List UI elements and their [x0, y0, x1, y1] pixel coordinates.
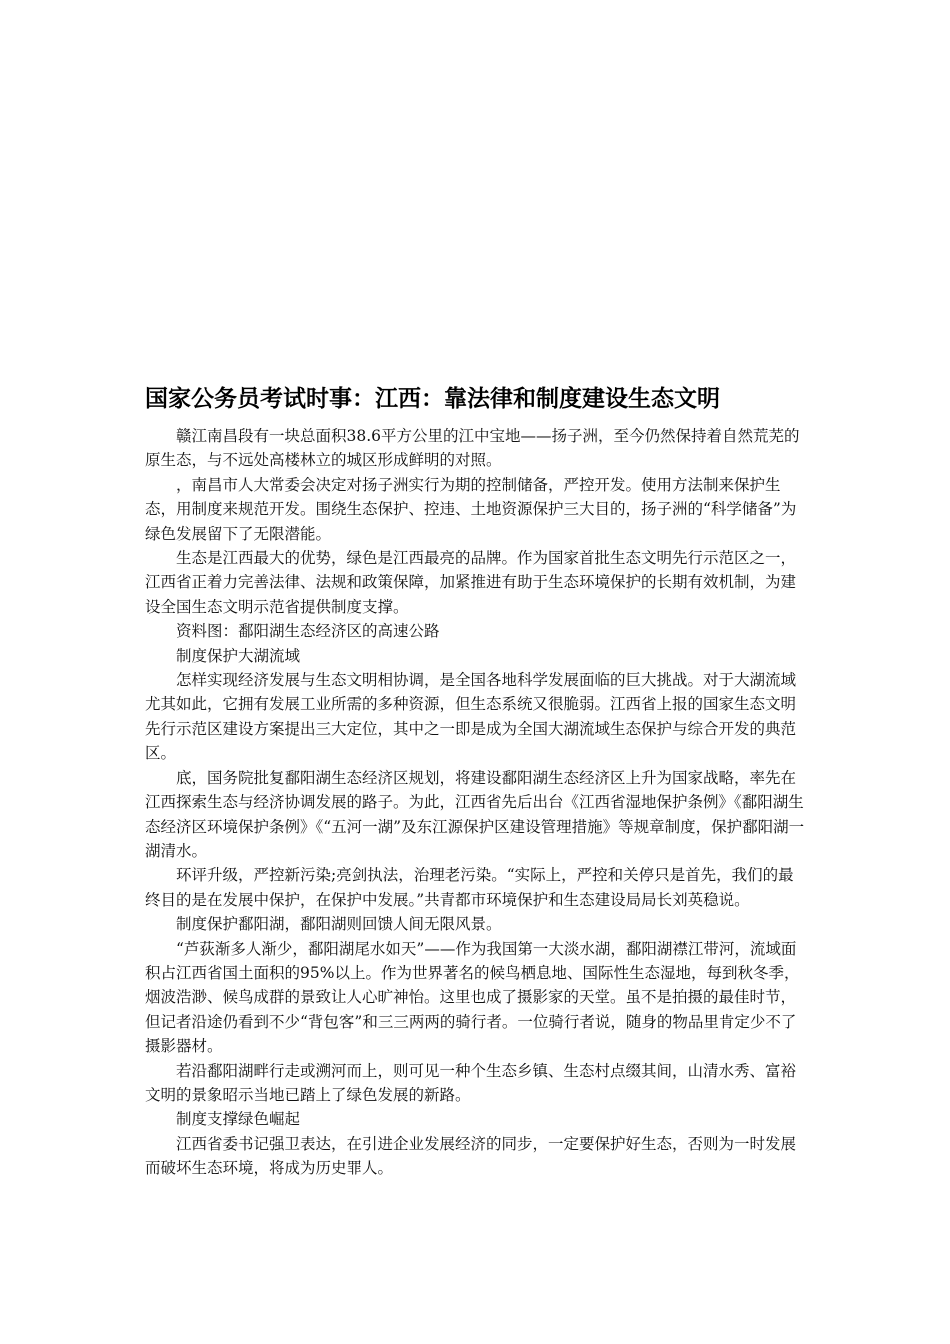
document-body	[145, 424, 807, 1181]
paragraph: 制度保护鄱阳湖，鄱阳湖则回馈人间无限风景。	[176, 915, 502, 934]
section-heading: 制度保护大湖流域	[176, 646, 301, 665]
paragraph: 赣江南昌段有一块总面积38.6平方公里的江中宝地——扬子洲，至今仍然保持着自然荒芜的原生态，与不远处高楼林立的城区形成鲜明的对照。	[145, 427, 800, 470]
paragraph: 环评升级，严控新污染;亮剑执法，治理老污染。“实际上，严控和关停只是首先，我们的最终目的是在发展中保护，在保护中发展。”共青都市环境保护和生态建设局局长刘英稳说。	[145, 866, 794, 909]
paragraph: 底，国务院批复鄱阳湖生态经济区规划，将建设鄱阳湖生态经济区上升为国家战略，率先在江西探索生态与经济协调发展的路子。为此，江西省先后出台《江西省湿地保护条例》《鄱阳湖生态经济区环境保护条例》《“五河一湖”及东江源保护区建设管理措施》等规章制度，保护鄱阳湖一湖清水。	[145, 768, 805, 860]
paragraph: “芦荻渐多人渐少，鄱阳湖尾水如天”——作为我国第一大淡水湖，鄱阳湖襟江带河，流域面积占江西省国土面积的95%以上。作为世界著名的候鸟栖息地、国际性生态湿地，每到秋冬季，烟波浩渺、候鸟成群的景致让人心旷神怡。这里也成了摄影家的天堂。虽不是拍摄的最佳时节，但记者沿途仍看到不少“背包客”和三三两两的骑行者。一位骑行者说，随身的物品里肯定少不了摄影器材。	[145, 939, 800, 1056]
document-title: 国家公务员考试时事：江西：靠法律和制度建设生态文明	[145, 386, 720, 412]
paragraph: 生态是江西最大的优势，绿色是江西最亮的品牌。作为国家首批生态文明先行示范区之一，江西省正着力完善法律、法规和政策保障，加紧推进有助于生态环境保护的长期有效机制，为建设全国生态文明示范省提供制度支撑。	[145, 549, 797, 616]
paragraph: 怎样实现经济发展与生态文明相协调，是全国各地科学发展面临的巨大挑战。对于大湖流域尤其如此，它拥有发展工业所需的多种资源，但生态系统又很脆弱。江西省上报的国家生态文明先行示范区建设方案提出三大定位，其中之一即是成为全国大湖流域生态保护与综合开发的典范区。	[145, 671, 797, 763]
image-caption: 资料图：鄱阳湖生态经济区的高速公路	[176, 622, 440, 641]
paragraph: ，南昌市人大常委会决定对扬子洲实行为期的控制储备，严控开发。使用方法制来保护生态，用制度来规范开发。围绕生态保护、控违、土地资源保护三大目的，扬子洲的“科学储备”为绿色发展留下了无限潜能。	[145, 475, 797, 543]
paragraph: 若沿鄱阳湖畔行走或溯河而上，则可见一种个生态乡镇、生态村点缀其间，山清水秀、富裕文明的景象昭示当地已踏上了绿色发展的新路。	[145, 1061, 797, 1104]
section-heading: 制度支撑绿色崛起	[176, 1110, 301, 1129]
paragraph: 江西省委书记强卫表达，在引进企业发展经济的同步，一定要保护好生态，否则为一时发展而破坏生态环境，将成为历史罪人。	[145, 1134, 797, 1178]
